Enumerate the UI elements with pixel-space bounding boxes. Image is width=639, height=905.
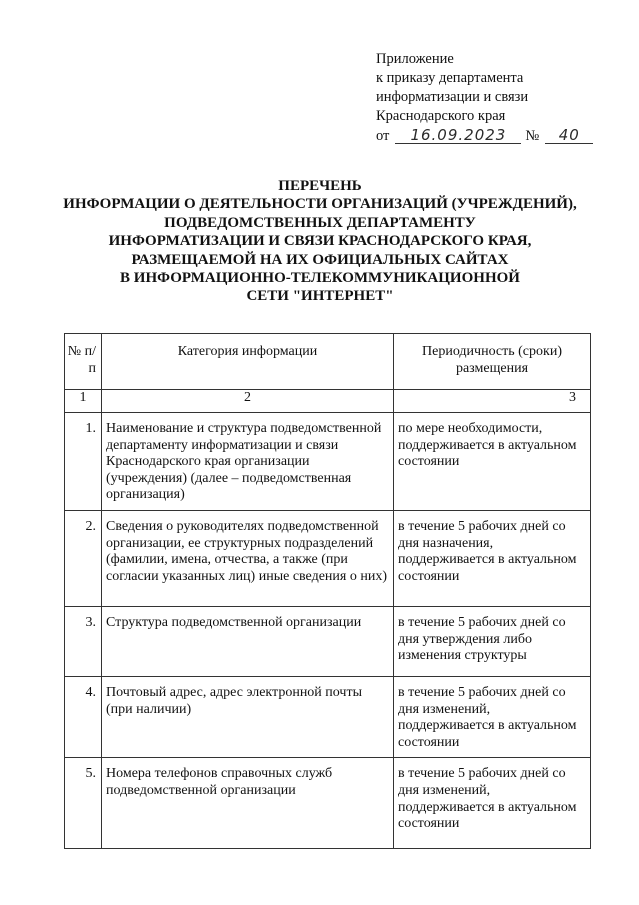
- row-period: по мере необходимости, поддерживается в актуальном состоянии: [394, 413, 591, 511]
- column-number: 1: [65, 390, 102, 413]
- appendix-line: Краснодарского края: [376, 108, 506, 124]
- row-num: 2.: [65, 510, 102, 606]
- row-num: 5.: [65, 758, 102, 849]
- row-category: Почтовый адрес, адрес электронной почты (при наличии): [102, 676, 394, 757]
- row-category: Номера телефонов справочных служб подведомственной организации: [102, 758, 394, 849]
- header-num: № п/п: [65, 334, 102, 390]
- row-period: в течение 5 рабочих дней со дня изменений, поддерживается в актуальном состоянии: [394, 676, 591, 757]
- table-row: [65, 606, 591, 676]
- table-row: [65, 758, 591, 849]
- row-num: 3.: [65, 606, 102, 676]
- document-title: [40, 177, 600, 306]
- row-num: 4.: [65, 676, 102, 757]
- title-line: В ИНФОРМАЦИОННО-ТЕЛЕКОММУНИКАЦИОННОЙ: [120, 270, 520, 287]
- table-header-row: [65, 334, 591, 390]
- title-line: ИНФОРМАЦИИ О ДЕЯТЕЛЬНОСТИ ОРГАНИЗАЦИЙ (УЧРЕЖДЕНИЙ),: [63, 196, 577, 213]
- order-date-handwritten: 16.09.2023: [410, 126, 507, 144]
- row-period: в течение 5 рабочих дней со дня утверждения либо изменения структуры: [394, 606, 591, 676]
- header-category: Категория информации: [102, 334, 394, 390]
- title-line: СЕТИ "ИНТЕРНЕТ": [246, 288, 394, 305]
- appendix-block: [376, 50, 593, 146]
- order-date-number: [376, 126, 593, 146]
- appendix-line: к приказу департамента: [376, 70, 524, 86]
- information-table: [64, 333, 591, 849]
- row-period: в течение 5 рабочих дней со дня изменений, поддерживается в актуальном состоянии: [394, 758, 591, 849]
- title-line: ПЕРЕЧЕНЬ: [278, 178, 362, 194]
- title-line: ИНФОРМАТИЗАЦИИ И СВЯЗИ КРАСНОДАРСКОГО КРАЯ,: [108, 233, 532, 250]
- header-period: Периодичность (сроки) размещения: [394, 334, 591, 390]
- appendix-line: Приложение: [376, 51, 454, 67]
- column-number: 2: [102, 390, 394, 413]
- row-num: 1.: [65, 413, 102, 511]
- date-prefix: от: [376, 128, 390, 144]
- table-row: [65, 413, 591, 511]
- order-number-handwritten: 40: [558, 126, 580, 144]
- table-row: [65, 676, 591, 757]
- table-row: [65, 510, 591, 606]
- number-sign: №: [525, 128, 540, 144]
- column-number: 3: [394, 390, 591, 413]
- appendix-line: информатизации и связи: [376, 89, 529, 105]
- column-number-row: [65, 390, 591, 413]
- row-category: Наименование и структура подведомственной департаменту информатизации и связи Краснодарского края организации (учреждения) (далее – подведомственная организация): [102, 413, 394, 511]
- row-category: Структура подведомственной организации: [102, 606, 394, 676]
- title-line: РАЗМЕЩАЕМОЙ НА ИХ ОФИЦИАЛЬНЫХ САЙТАХ: [131, 251, 509, 268]
- title-line: ПОДВЕДОМСТВЕННЫХ ДЕПАРТАМЕНТУ: [164, 214, 476, 231]
- order-number-field: [545, 126, 593, 144]
- order-date-field: [395, 126, 521, 144]
- row-category: Сведения о руководителях подведомственной организации, ее структурных подразделений (фамилии, имена, отчества, а также (при согласии указанных лиц) иные сведения о них): [102, 510, 394, 606]
- row-period: в течение 5 рабочих дней со дня назначения, поддерживается в актуальном состоянии: [394, 510, 591, 606]
